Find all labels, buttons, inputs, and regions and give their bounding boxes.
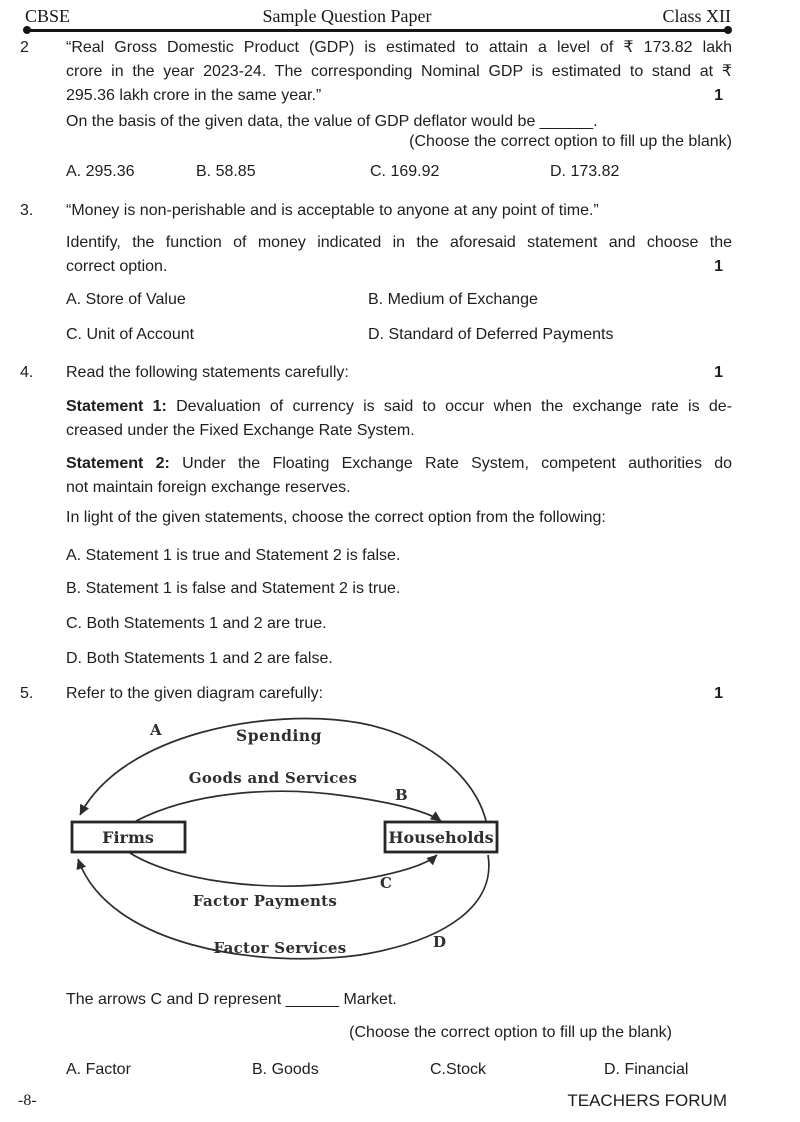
question-hint: (Choose the correct option to fill up the blank) (409, 133, 732, 150)
option-d: D. Both Statements 1 and 2 are false. (66, 650, 333, 667)
marks-badge: 1 (714, 258, 723, 275)
option-c: C.Stock (430, 1061, 487, 1078)
question-prompt: Identify, the function of money indicated in the aforesaid statement and choose the correct option. (66, 234, 732, 275)
arrow-b-label: B (395, 786, 408, 804)
question-number: 2 (20, 39, 29, 56)
option-c: C. Both Statements 1 and 2 are true. (66, 615, 327, 632)
arrow-d-label: D (433, 933, 447, 951)
marks-badge: 1 (714, 87, 723, 104)
question-text: “Real Gross Domestic Product (GDP) is estimated to attain a level of ₹ 173.82 lakh crore in the year 2023-24. The corresponding Nominal GDP is estimated to stand at ₹ 295.36 lakh crore in the same year.” (66, 39, 732, 104)
divider-dot-right (724, 26, 732, 34)
page-number: -8- (18, 1092, 37, 1109)
question-text: Read the following statements carefully: (66, 364, 349, 381)
option-d: D. Financial (604, 1061, 689, 1078)
option-a: A. Store of Value (66, 291, 186, 308)
question-number: 3. (20, 202, 34, 219)
question-number: 5. (20, 685, 34, 702)
firms-label: Firms (102, 828, 154, 847)
statement-2-label: Statement 2: (66, 455, 170, 472)
header-divider (27, 29, 728, 32)
goods-services-label: Goods and Services (188, 769, 358, 787)
statement-1-label: Statement 1: (66, 398, 167, 415)
option-d: D. 173.82 (550, 163, 620, 180)
households-label: Households (388, 828, 494, 847)
question-text: “Money is non-perishable and is acceptable to anyone at any point of time.” (66, 202, 599, 219)
header-class: Class XII (662, 6, 731, 26)
question-prompt: The arrows C and D represent ______ Market. (66, 991, 397, 1008)
divider-dot-left (23, 26, 31, 34)
option-d: D. Standard of Deferred Payments (368, 326, 614, 343)
question-number: 4. (20, 364, 34, 381)
option-c: C. 169.92 (370, 163, 440, 180)
question-prompt: In light of the given statements, choose the correct option from the following: (66, 509, 606, 526)
question-text: Refer to the given diagram carefully: (66, 685, 324, 702)
option-a: A. Statement 1 is true and Statement 2 is false. (66, 547, 401, 564)
paper-title: Sample Question Paper (262, 6, 432, 26)
option-a: A. Factor (66, 1061, 131, 1078)
question-prompt: On the basis of the given data, the value of GDP deflator would be ______. (66, 113, 598, 130)
question-hint: (Choose the correct option to fill up the blank) (349, 1024, 672, 1041)
statement-2: Statement 2: Under the Floating Exchange Rate System, competent authorities do not maintain foreign exchange reserves. (66, 455, 732, 496)
option-b: B. 58.85 (196, 163, 256, 180)
spending-label: Spending (236, 726, 322, 745)
statement-1: Statement 1: Devaluation of currency is said to occur when the exchange rate is de- creased under the Fixed Exchange Rate System. (66, 398, 732, 439)
option-b: B. Goods (252, 1061, 319, 1078)
marks-badge: 1 (714, 364, 723, 381)
circular-flow-diagram (60, 703, 525, 975)
arrow-a-label: A (150, 721, 162, 739)
publisher-name: TEACHERS FORUM (567, 1091, 727, 1110)
factor-services-label: Factor Services (213, 939, 347, 957)
marks-badge: 1 (714, 685, 723, 702)
arrow-c-label: C (380, 874, 392, 892)
header-board: CBSE (25, 6, 71, 26)
option-b: B. Medium of Exchange (368, 291, 538, 308)
factor-payments-label: Factor Payments (192, 892, 338, 910)
option-a: A. 295.36 (66, 163, 135, 180)
option-c: C. Unit of Account (66, 326, 195, 343)
option-b: B. Statement 1 is false and Statement 2 is true. (66, 580, 401, 597)
